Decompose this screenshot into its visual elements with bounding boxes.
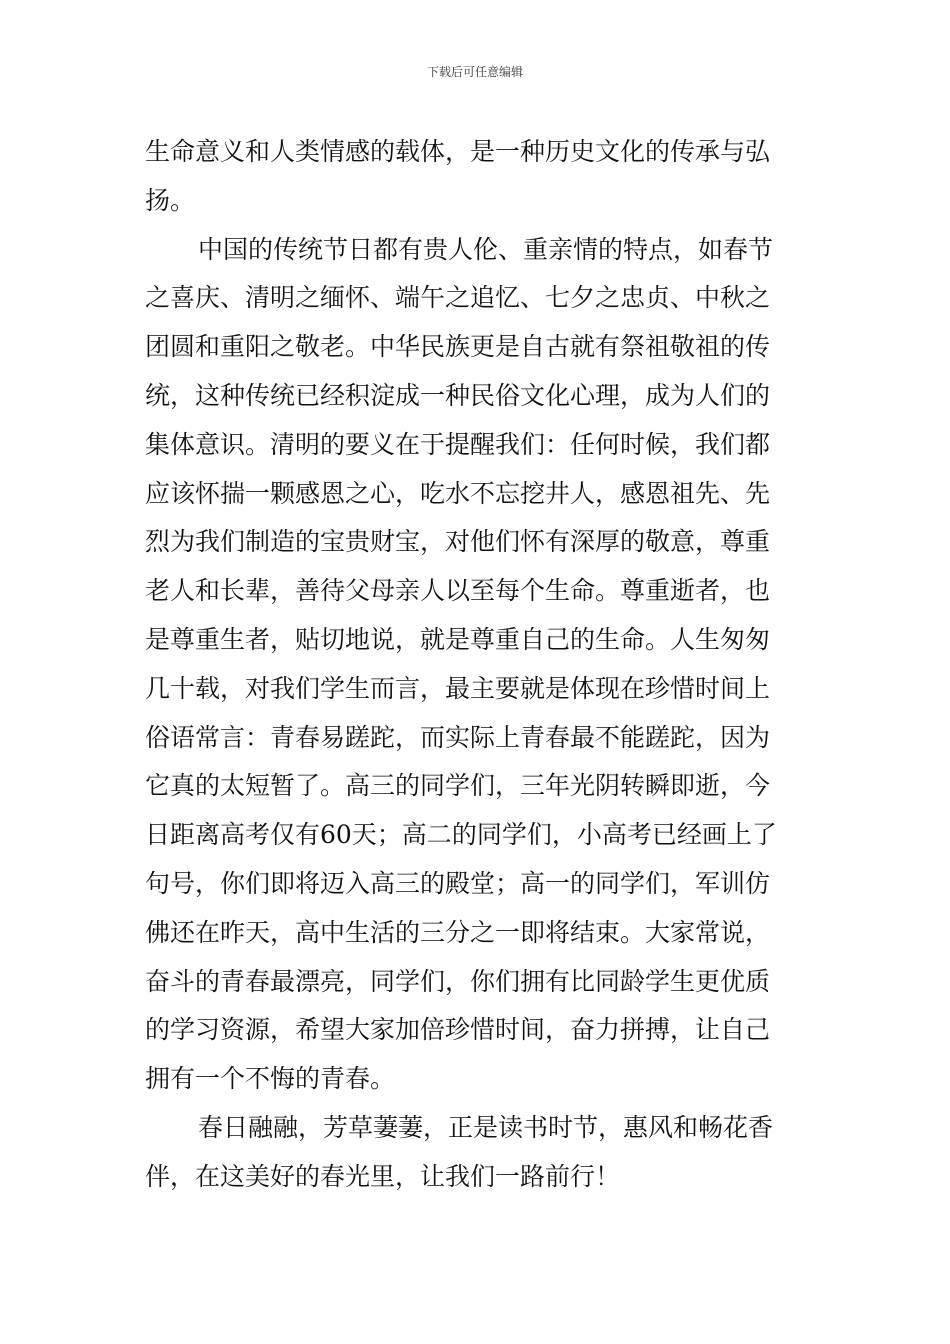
- paragraph-2-line-15: 佛还在昨天，高中生活的三分之一即将结束。大家常说，: [145, 917, 771, 947]
- paragraph-2-line-4: 统，这种传统已经积淀成一种民俗文化心理，成为人们的: [145, 380, 771, 410]
- paragraph-2-line-11: 俗语常言：青春易蹉跎，而实际上青春最不能蹉跎，因为: [145, 722, 771, 752]
- paragraph-3-line-1: 春日融融，芳草萋萋，正是读书时节，惠风和畅花香: [198, 1112, 774, 1142]
- paragraph-2-line-1: 中国的传统节日都有贵人伦、重亲情的特点，如春节: [198, 234, 774, 264]
- paragraph-2-line-7: 烈为我们制造的宝贵财宝，对他们怀有深厚的敬意，尊重: [145, 527, 771, 557]
- paragraph-2-line-8: 老人和长辈，善待父母亲人以至每个生命。尊重逝者，也: [145, 576, 771, 606]
- paragraph-2-line-13: 日距离高考仅有60天；高二的同学们，小高考已经画上了: [145, 820, 777, 850]
- paragraph-2-line-17: 的学习资源，希望大家加倍珍惜时间，奋力拼搏，让自己: [145, 1015, 771, 1045]
- paragraph-2-line-3: 团圆和重阳之敬老。中华民族更是自古就有祭祖敬祖的传: [145, 332, 771, 362]
- paragraph-2-line-14: 句号，你们即将迈入高三的殿堂；高一的同学们，军训仿: [145, 868, 771, 898]
- paragraph-3-line-2: 伴，在这美好的春光里，让我们一路前行！: [145, 1161, 621, 1191]
- paragraph-2-line-16: 奋斗的青春最漂亮，同学们，你们拥有比同龄学生更优质: [145, 966, 771, 996]
- paragraph-1-line-1: 生命意义和人类情感的载体，是一种历史文化的传承与弘: [145, 137, 771, 166]
- paragraph-2-line-9: 是尊重生者，贴切地说，就是尊重自己的生命。人生匆匆: [145, 624, 771, 654]
- page-header: 下载后可任意编辑: [426, 65, 523, 79]
- paragraph-2-line-10: 几十载，对我们学生而言，最主要就是体现在珍惜时间上: [145, 673, 771, 703]
- paragraph-2-line-2: 之喜庆、清明之缅怀、端午之追忆、七夕之忠贞、中秋之: [145, 283, 771, 313]
- paragraph-1-line-2: 扬。: [145, 185, 196, 215]
- paragraph-2-line-12: 它真的太短暂了。高三的同学们，三年光阴转瞬即逝，今: [145, 771, 771, 801]
- paragraph-2-line-5: 集体意识。清明的要义在于提醒我们：任何时候，我们都: [145, 429, 771, 459]
- paragraph-2-line-6: 应该怀揣一颗感恩之心，吃水不忘挖井人，感恩祖先、先: [145, 478, 771, 508]
- document-body: [145, 128, 807, 1202]
- paragraph-2-line-18: 拥有一个不悔的青春。: [145, 1064, 396, 1094]
